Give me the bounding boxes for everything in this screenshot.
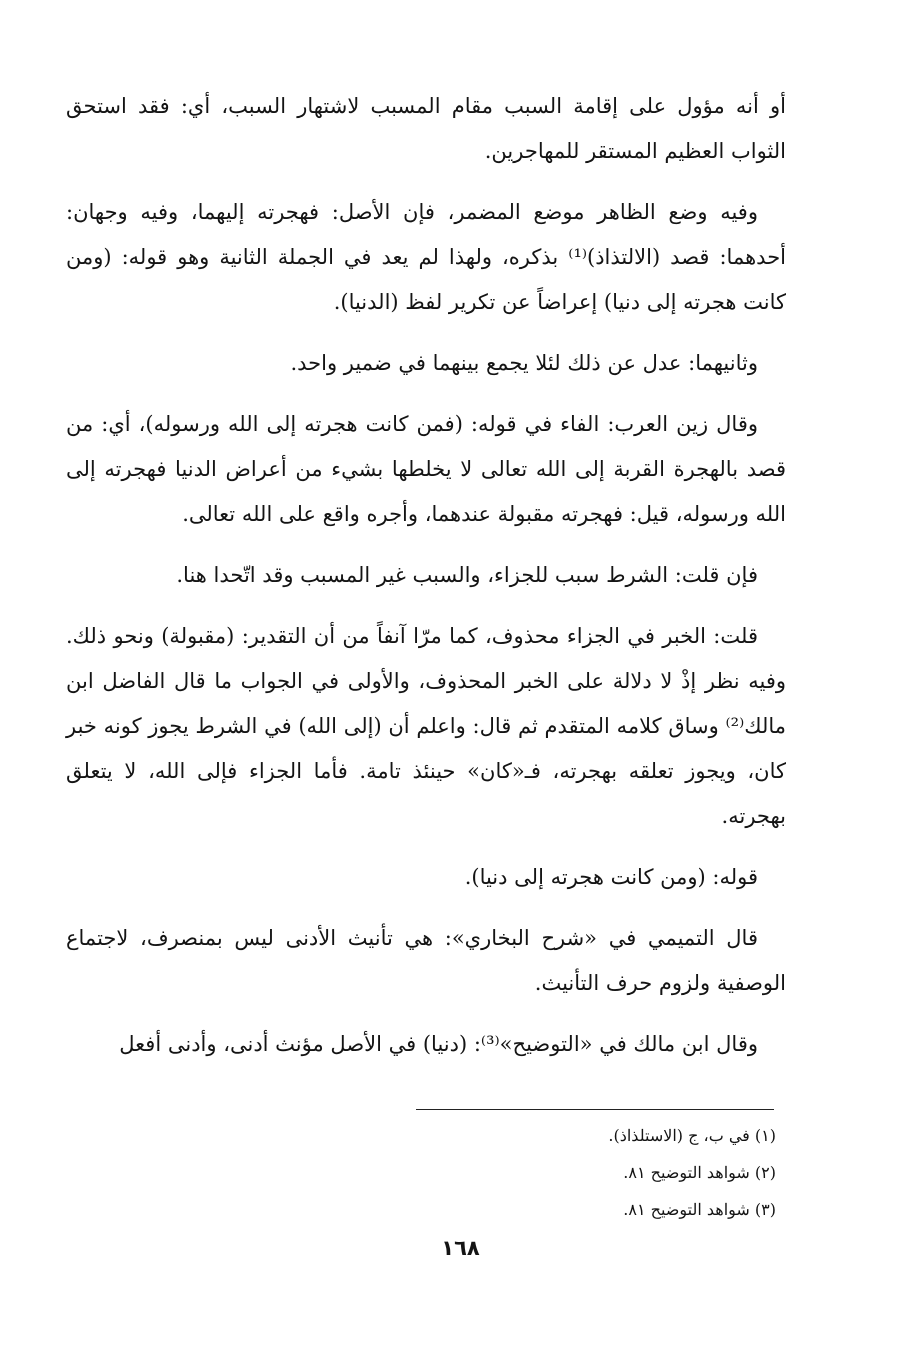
paragraph-9: وقال ابن مالك في «التوضيح»⁽³⁾: (دنيا) في الأصل مؤنث أدنى، وأدنى أفعل — [119, 1032, 758, 1056]
paragraph-8: قال التميمي في «شرح البخاري»: هي تأنيث الأدنى ليس بمنصرف، لاجتماع الوصفية ولزوم حرف التأنيث. — [66, 926, 786, 995]
main-text — [66, 84, 786, 1077]
paragraph-7: قوله: (ومن كانت هجرته إلى دنيا). — [464, 865, 758, 889]
paragraph-1: أو أنه مؤول على إقامة السبب مقام المسبب لاشتهار السبب، أي: فقد استحق الثواب العظيم المستقر للمهاجرين. — [66, 94, 786, 163]
paragraph-3: وثانيهما: عدل عن ذلك لئلا يجمع بينهما في ضمير واحد. — [290, 351, 758, 375]
paragraph-5: فإن قلت: الشرط سبب للجزاء، والسبب غير المسبب وقد اتّحدا هنا. — [176, 563, 758, 587]
footnote-3: (٣) شواهد التوضيح ٨١. — [623, 1200, 776, 1219]
paragraph-4: وقال زين العرب: الفاء في قوله: (فمن كانت هجرته إلى الله ورسوله)، أي: من قصد بالهجرة القربة إلى الله تعالى لا يخلطها بشيء من أعراض الدنيا فهجرته إلى الله ورسوله، قيل: فهجرته مقبولة عندهما، وأجره واقع على الله تعالى. — [66, 412, 786, 526]
page-number: ١٦٨ — [441, 1236, 480, 1260]
footnote-separator — [416, 1109, 774, 1110]
footnotes — [416, 1117, 776, 1228]
footnote-2: (٢) شواهد التوضيح ٨١. — [623, 1163, 776, 1182]
paragraph-2: وفيه وضع الظاهر موضع المضمر، فإن الأصل: فهجرته إليهما، وفيه وجهان: أحدهما: قصد (الالتذاذ)⁽¹⁾ بذكره، ولهذا لم يعد في الجملة الثانية وهو قوله: (ومن كانت هجرته إلى دنيا) إعراضاً عن تكرير لفظ (الدنيا). — [66, 200, 787, 314]
footnote-1: (١) في ب، ج (الاستلذاذ). — [608, 1126, 776, 1145]
paragraph-6: قلت: الخبر في الجزاء محذوف، كما مرّا آنفاً من أن التقدير: (مقبولة) ونحو ذلك. وفيه نظر إذْ لا دلالة على الخبر المحذوف، والأولى في الجواب ما قال الفاضل ابن مالك⁽²⁾ وساق كلامه المتقدم ثم قال: واعلم أن (إلى الله) في الشرط يجوز كونه خبر كان، ويجوز تعلقه بهجرته، فـ«كان» حينئذ تامة. فأما الجزاء فإلى الله، لا يتعلق بهجرته. — [66, 624, 786, 828]
